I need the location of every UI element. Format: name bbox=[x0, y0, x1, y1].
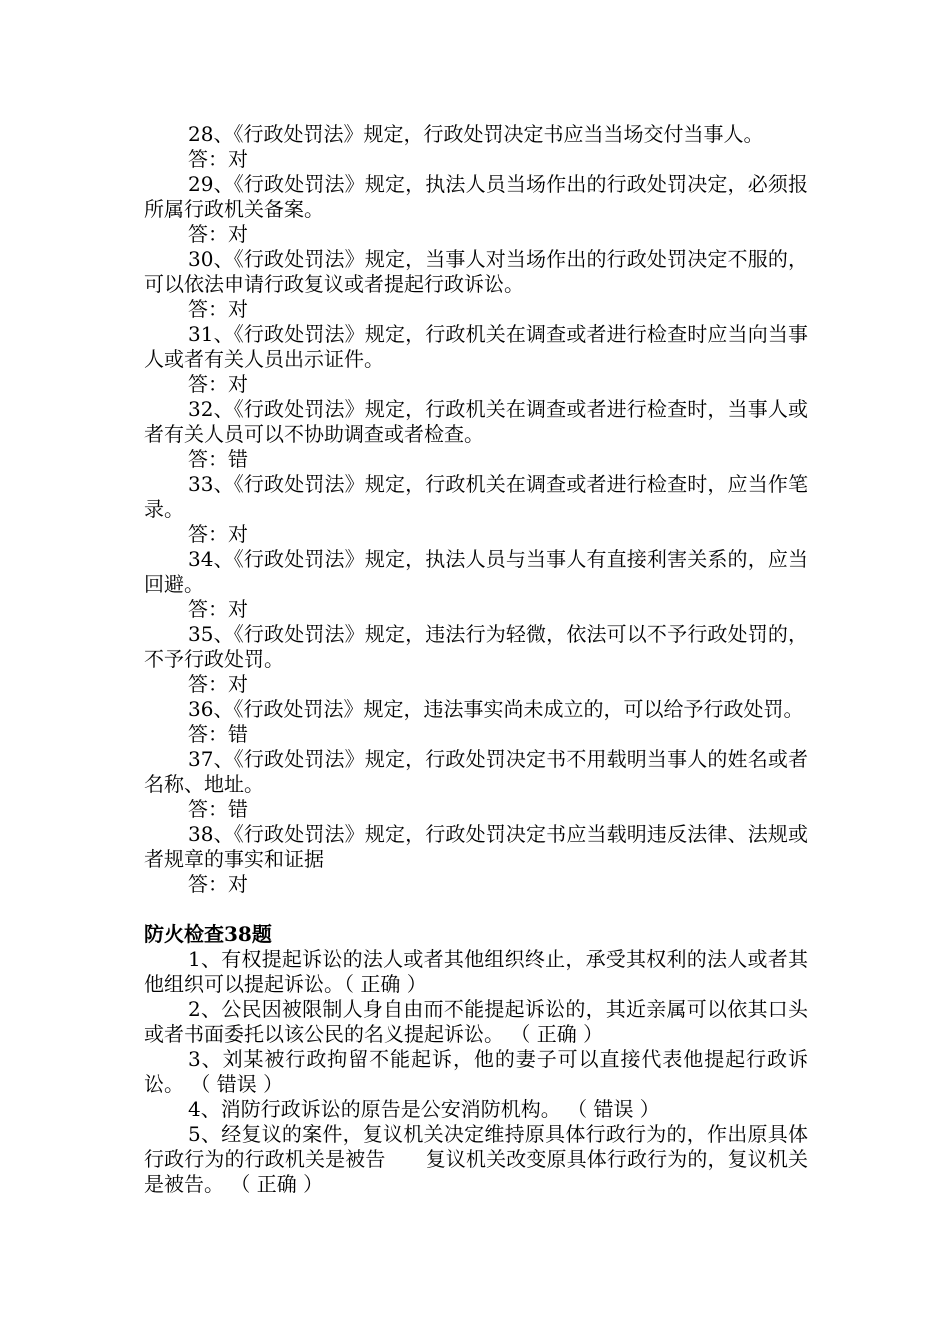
question-32: 32、《行政处罚法》规定，行政机关在调查或者进行检查时，当事人或者有关人员可以不协助调查或者检查。 bbox=[144, 397, 808, 446]
item-1: 1、有权提起诉讼的法人或者其他组织终止，承受其权利的法人或者其他组织可以提起诉讼。（ 正确 ） bbox=[144, 947, 808, 996]
document-page bbox=[144, 122, 808, 1197]
question-38: 38、《行政处罚法》规定，行政处罚决定书应当载明违反法律、法规或者规章的事实和证据 bbox=[144, 822, 808, 871]
question-30: 30、《行政处罚法》规定，当事人对当场作出的行政处罚决定不服的，可以依法申请行政复议或者提起行政诉讼。 bbox=[144, 247, 808, 296]
question-37: 37、《行政处罚法》规定，行政处罚决定书不用载明当事人的姓名或者名称、地址。 bbox=[144, 747, 808, 796]
item-5: 5、经复议的案件，复议机关决定维持原具体行政行为的，作出原具体行政行为的行政机关是被告 复议机关改变原具体行政行为的，复议机关是被告。 （ 正确 ） bbox=[144, 1122, 808, 1196]
question-34: 34、《行政处罚法》规定，执法人员与当事人有直接利害关系的，应当回避。 bbox=[144, 547, 808, 596]
question-35: 35、《行政处罚法》规定，违法行为轻微，依法可以不予行政处罚的，不予行政处罚。 bbox=[144, 622, 808, 671]
answer-28: 答：对 bbox=[188, 147, 248, 171]
item-3: 3、刘某被行政拘留不能起诉，他的妻子可以直接代表他提起行政诉讼。 （ 错误 ） bbox=[144, 1047, 808, 1096]
question-33: 33、《行政处罚法》规定，行政机关在调查或者进行检查时，应当作笔录。 bbox=[144, 472, 808, 521]
qa-list bbox=[144, 122, 808, 897]
question-28: 28、《行政处罚法》规定，行政处罚决定书应当当场交付当事人。 bbox=[188, 122, 764, 146]
question-36: 36、《行政处罚法》规定，违法事实尚未成立的，可以给予行政处罚。 bbox=[188, 697, 804, 721]
answer-36: 答：错 bbox=[188, 722, 248, 746]
answer-35: 答：对 bbox=[188, 672, 248, 696]
section-spacer bbox=[144, 897, 808, 922]
item-4: 4、消防行政诉讼的原告是公安消防机构。 （ 错误 ） bbox=[188, 1097, 660, 1121]
section-title: 防火检查38题 bbox=[144, 922, 272, 946]
question-31: 31、《行政处罚法》规定，行政机关在调查或者进行检查时应当向当事人或者有关人员出示证件。 bbox=[144, 322, 808, 371]
section2-list bbox=[144, 947, 808, 1197]
answer-32: 答：错 bbox=[188, 447, 248, 471]
answer-31: 答：对 bbox=[188, 372, 248, 396]
item-2: 2、公民因被限制人身自由而不能提起诉讼的，其近亲属可以依其口头或者书面委托以该公民的名义提起诉讼。 （ 正确 ） bbox=[144, 997, 808, 1046]
answer-37: 答：错 bbox=[188, 797, 248, 821]
answer-29: 答：对 bbox=[188, 222, 248, 246]
answer-30: 答：对 bbox=[188, 297, 248, 321]
answer-38: 答：对 bbox=[188, 872, 248, 896]
answer-34: 答：对 bbox=[188, 597, 248, 621]
question-29: 29、《行政处罚法》规定，执法人员当场作出的行政处罚决定，必须报所属行政机关备案。 bbox=[144, 172, 808, 221]
answer-33: 答：对 bbox=[188, 522, 248, 546]
